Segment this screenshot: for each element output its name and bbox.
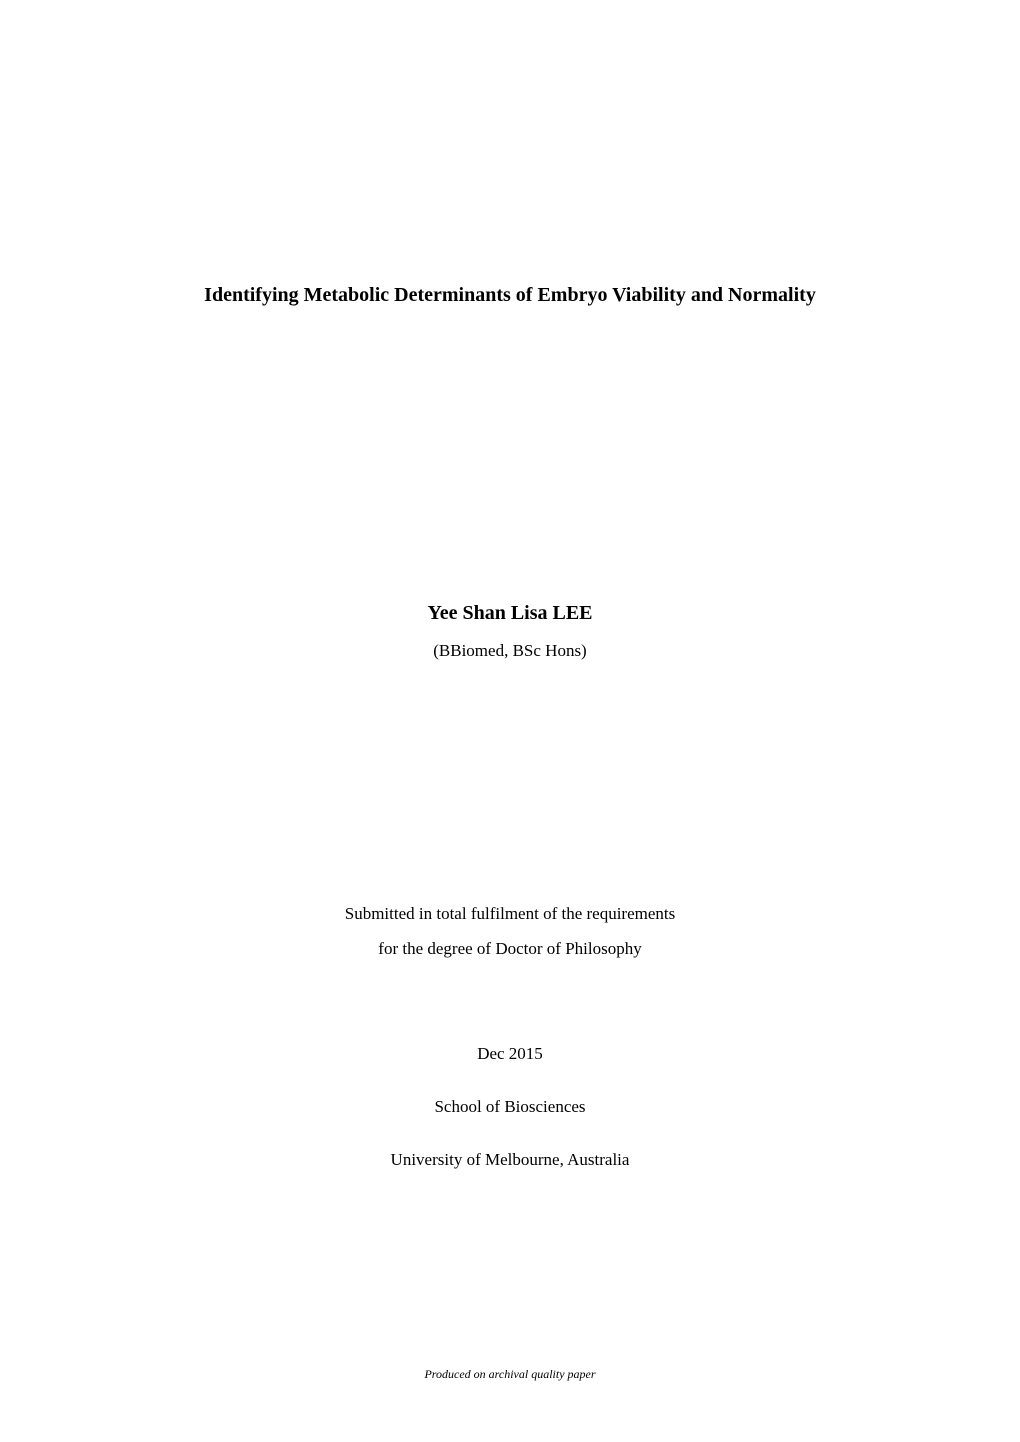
submission-statement-line-2: for the degree of Doctor of Philosophy — [378, 939, 642, 958]
submission-statement-line-1: Submitted in total fulfilment of the requirements — [344, 904, 676, 923]
footer-note: Produced on archival quality paper — [424, 1367, 596, 1381]
submission-date: Dec 2015 — [477, 1044, 543, 1063]
author-degrees: (BBiomed, BSc Hons) — [433, 641, 587, 660]
thesis-title: Identifying Metabolic Determinants of Embryo Viability and Normality — [204, 284, 816, 306]
school-name: School of Biosciences — [434, 1097, 586, 1116]
author-name: Yee Shan Lisa LEE — [427, 602, 593, 624]
university-name: University of Melbourne, Australia — [390, 1150, 630, 1169]
